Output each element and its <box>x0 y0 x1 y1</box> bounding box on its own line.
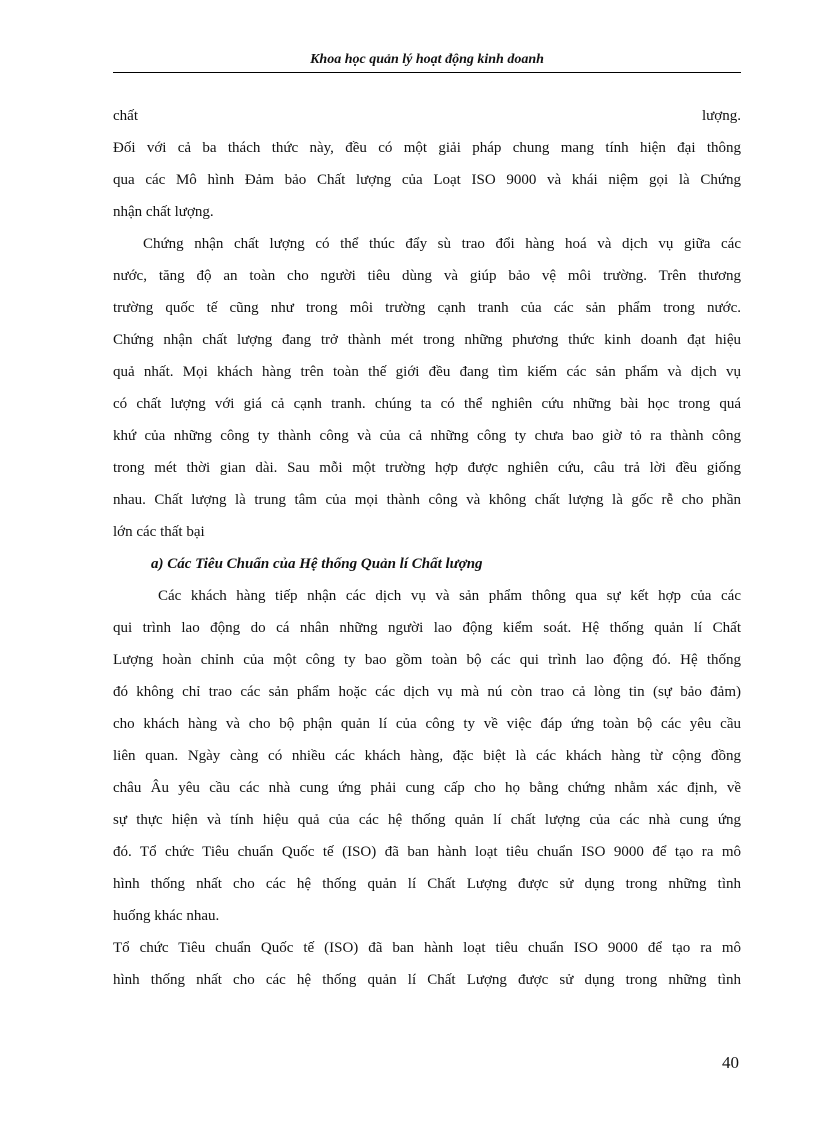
text-line: có chất lượng với giá cả cạnh tranh. chúng ta có thể nghiên cứu những bài học trong quá <box>113 396 741 412</box>
running-header: Khoa học quản lý hoạt động kinh doanh <box>310 52 544 67</box>
section-heading: a) Các Tiêu Chuẩn của Hệ thống Quản lí Chất lượng <box>151 556 483 572</box>
text-line: hình thống nhất cho các hệ thống quản lí Chất Lượng được sử dụng trong những tình <box>113 972 741 988</box>
text-line: Lượng hoàn chỉnh của một công ty bao gồm toàn bộ các qui trình lao động đó. Hệ thống <box>113 652 741 668</box>
text-line: khứ của những công ty thành công và của cả những công ty chưa bao giờ tỏ ra thành công <box>113 428 741 444</box>
text-line: châu Âu yêu cầu các nhà cung ứng phải cung cấp cho họ bằng chứng nhằm xác định, về <box>113 780 741 796</box>
page-number: 40 <box>722 1053 739 1072</box>
text-line: nhận chất lượng. <box>113 204 214 220</box>
text-line: quả nhất. Mọi khách hàng trên toàn thế giới đều đang tìm kiếm các sản phẩm và dịch vụ <box>113 364 741 380</box>
text-line: cho khách hàng và cho bộ phận quản lí của công ty về việc đáp ứng toàn bộ các yêu cầu <box>113 716 741 732</box>
text-line: Tổ chức Tiêu chuẩn Quốc tế (ISO) đã ban hành loạt tiêu chuẩn ISO 9000 để tạo ra mô <box>113 940 741 956</box>
text-line: liên quan. Ngày càng có nhiều các khách hàng, đặc biệt là các khách hàng từ cộng đồng <box>113 748 741 764</box>
text-line: sự thực hiện và tính hiệu quả của các hệ thống quản lí chất lượng của các nhà cung ứng <box>113 812 741 828</box>
text-line: huống khác nhau. <box>113 908 220 924</box>
text-line: Chứng nhận chất lượng đang trở thành mét trong những phương thức kinh doanh đạt hiệu <box>113 332 741 348</box>
text-line: trong mét thời gian dài. Sau mỗi một trường hợp được nghiên cứu, câu trả lời đều giống <box>113 460 741 476</box>
text-line: qui trình lao động do cá nhân những người lao động kiểm soát. Hệ thống quản lí Chất <box>113 620 741 636</box>
text-line: qua các Mô hình Đảm bảo Chất lượng của Loạt ISO 9000 và khái niệm gọi là Chứng <box>113 172 741 188</box>
text-line: chất lượng. <box>113 108 741 124</box>
header-rule <box>113 72 741 73</box>
text-line: Đối với cả ba thách thức này, đều có một giải pháp chung mang tính hiện đại thông <box>113 140 741 156</box>
text-line: lớn các thất bại <box>113 524 205 540</box>
text-line: đó không chỉ trao các sản phẩm hoặc các dịch vụ mà nú còn trao cả lòng tin (sự bảo đảm) <box>113 684 741 700</box>
text-line: Chứng nhận chất lượng có thể thúc đẩy sù trao đổi hàng hoá và dịch vụ giữa các <box>143 236 741 252</box>
text-line: trường quốc tế cũng như trong môi trường cạnh tranh của các sản phẩm trong nước. <box>113 300 741 316</box>
text-line: đó. Tổ chức Tiêu chuẩn Quốc tế (ISO) đã ban hành loạt tiêu chuẩn ISO 9000 để tạo ra mô <box>113 844 741 860</box>
text-line: nước, tăng độ an toàn cho người tiêu dùng và giúp bảo vệ môi trường. Trên thương <box>113 268 741 284</box>
text-line: Các khách hàng tiếp nhận các dịch vụ và sản phẩm thông qua sự kết hợp của các <box>158 588 741 604</box>
text-line: nhau. Chất lượng là trung tâm của mọi thành công và không chất lượng là gốc rễ cho phần <box>113 492 741 508</box>
body-text <box>113 100 741 996</box>
text-line: hình thống nhất cho các hệ thống quản lí Chất Lượng được sử dụng trong những tình <box>113 876 741 892</box>
